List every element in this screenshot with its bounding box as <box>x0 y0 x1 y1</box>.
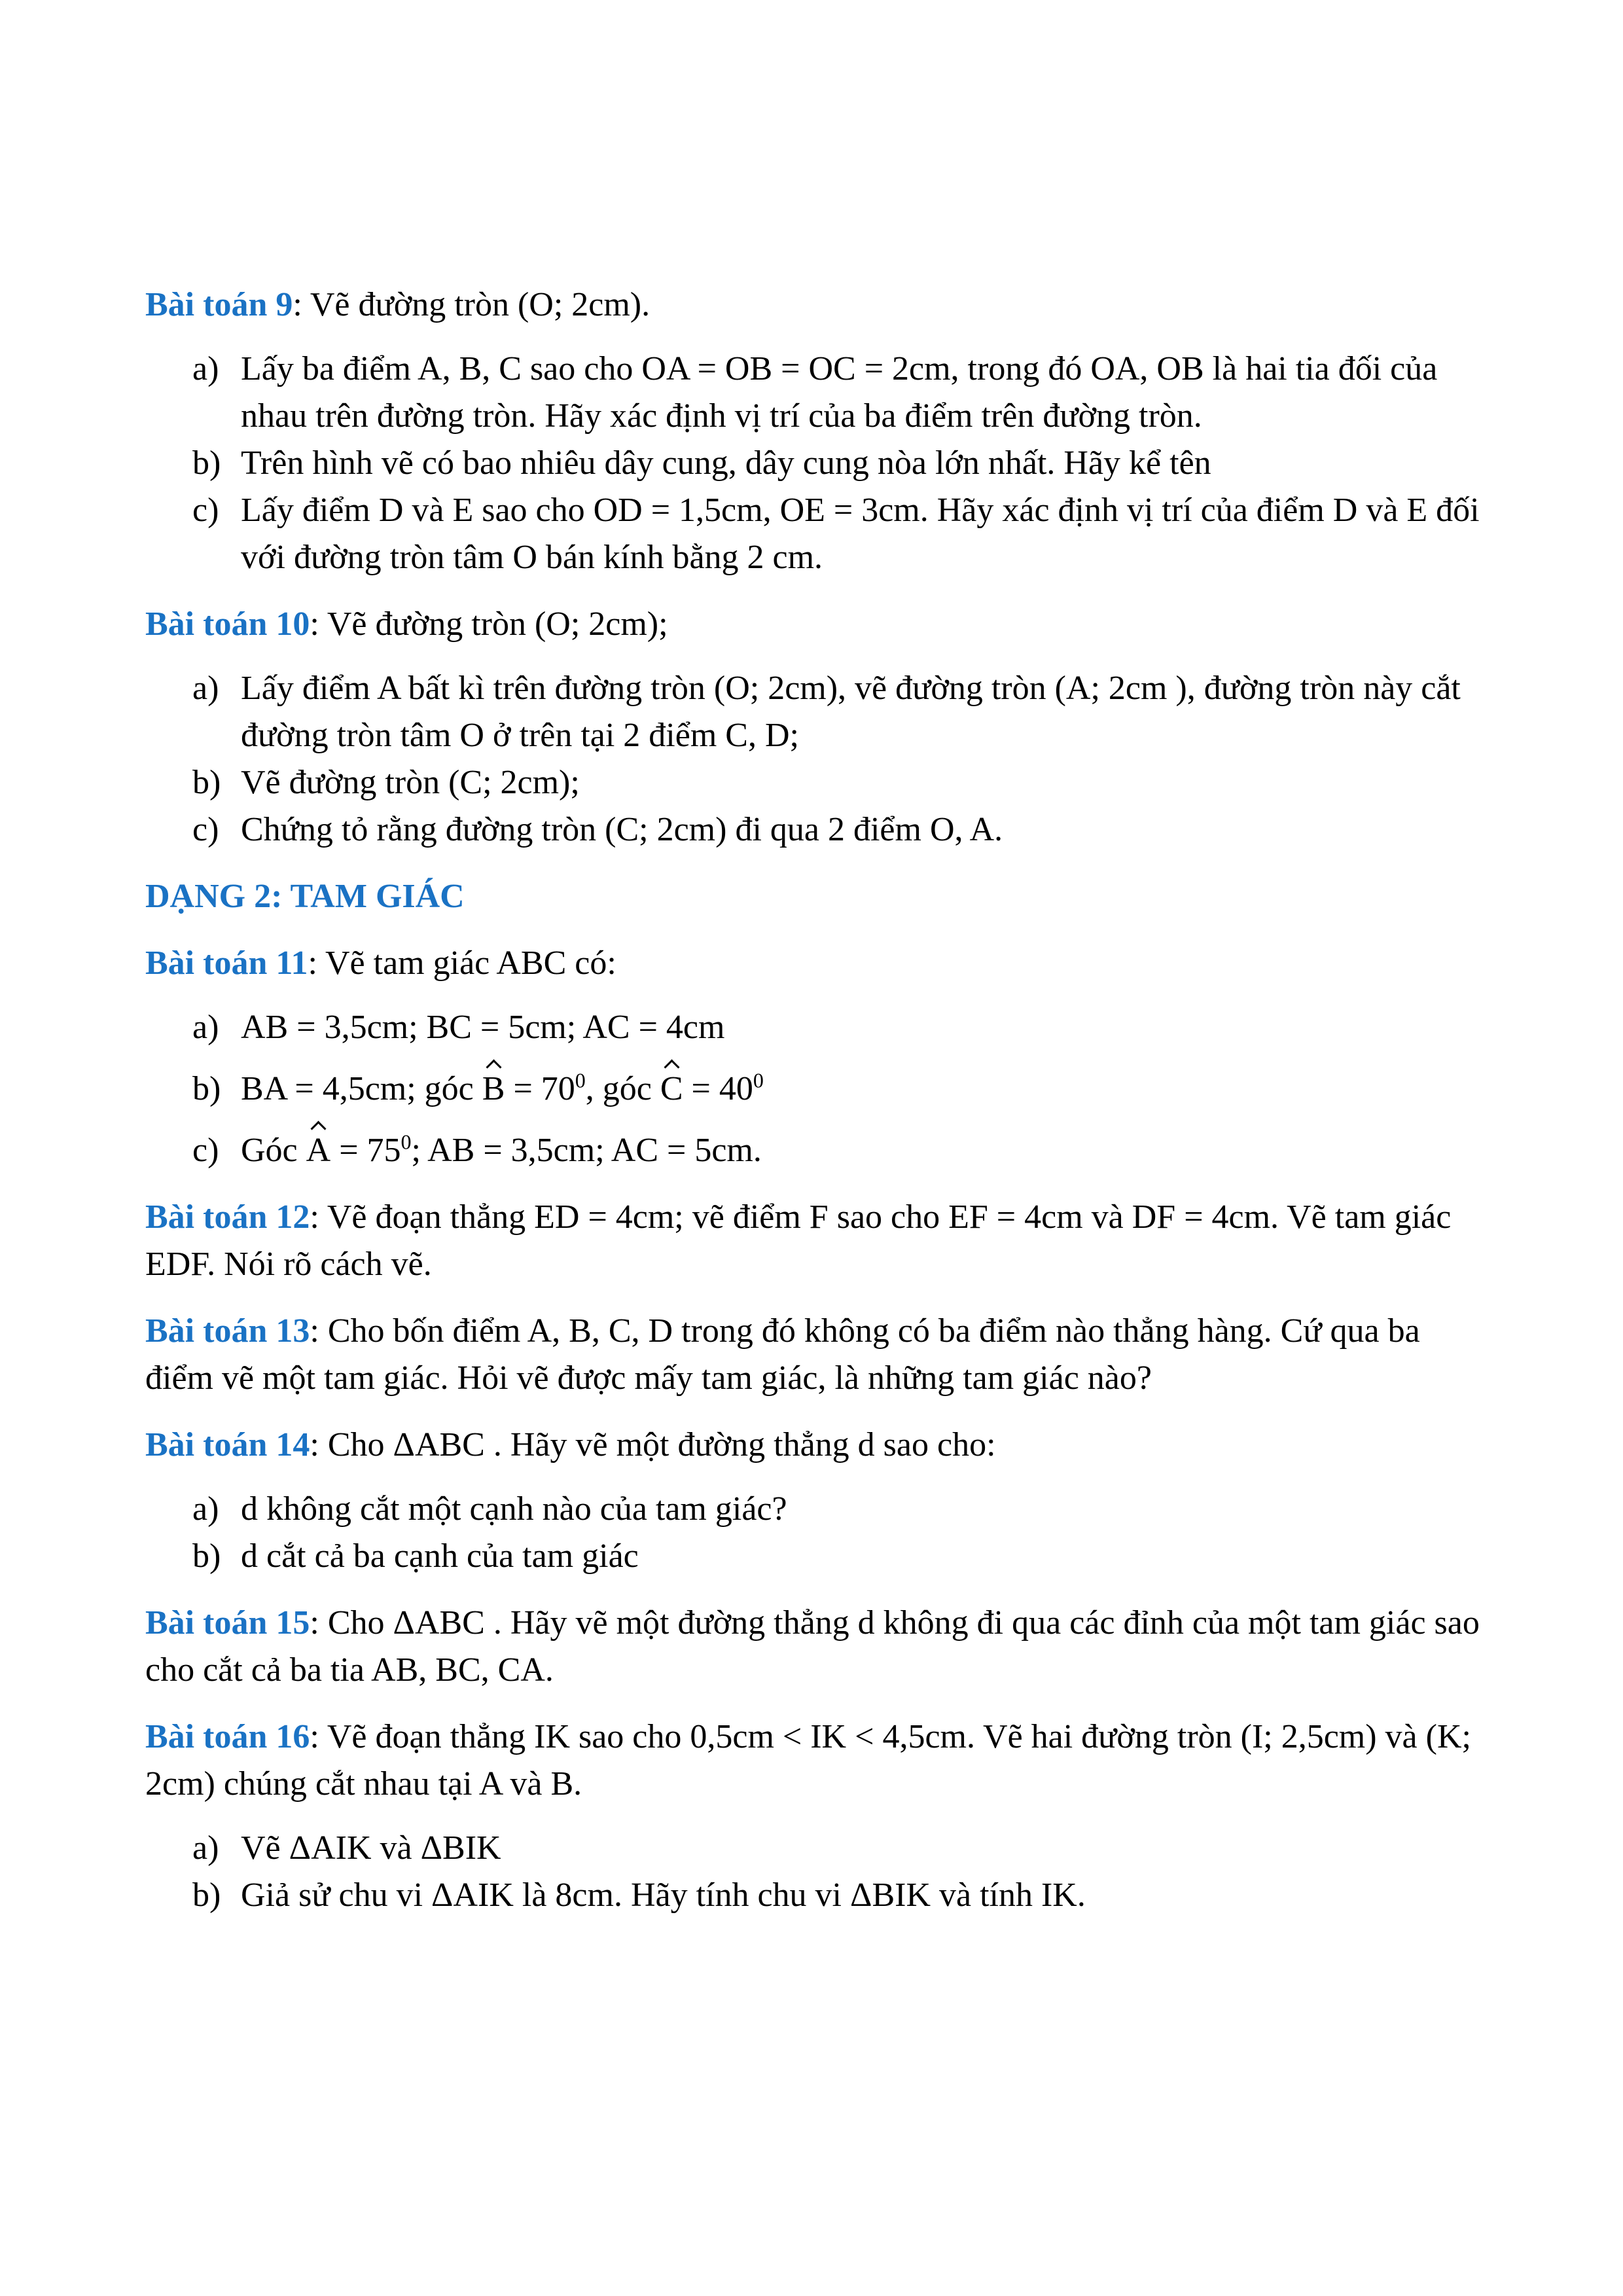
problem-items <box>145 1825 1493 1919</box>
item-marker: b) <box>192 1876 221 1914</box>
item-marker: c) <box>192 492 219 529</box>
list-item <box>145 487 1493 581</box>
problem-statement <box>145 1308 1493 1402</box>
list-item <box>145 1872 1493 1919</box>
angle-c: C <box>660 1066 683 1113</box>
problem-items <box>145 1004 1493 1174</box>
problem-items <box>145 665 1493 853</box>
item-marker: b) <box>192 1070 221 1107</box>
section-title: DẠNG 2: TAM GIÁC <box>145 878 465 915</box>
list-item <box>145 1004 1493 1051</box>
angle-b: B <box>482 1066 505 1113</box>
item-marker: b) <box>192 1537 221 1575</box>
problem-text: : Cho bốn điểm A, B, C, D trong đó không có ba điểm nào thẳng hàng. Cứ qua ba điểm vẽ một tam giác. Hỏi vẽ được mấy tam giác, là những tam giác nào? <box>145 1312 1420 1397</box>
list-item <box>145 1533 1493 1580</box>
list-item <box>145 806 1493 853</box>
problem-statement <box>145 1713 1493 1808</box>
problem-text: : Vẽ tam giác ABC có: <box>308 944 616 982</box>
problem-label: Bài toán 10 <box>145 605 310 643</box>
item-marker: b) <box>192 444 221 482</box>
list-item <box>145 1486 1493 1533</box>
degree-mark: 0 <box>575 1068 586 1092</box>
item-marker: a) <box>192 1009 219 1046</box>
document-page <box>145 281 1493 1939</box>
problem-14 <box>145 1422 1493 1580</box>
item-text-mid: = 70 <box>505 1070 575 1107</box>
problem-statement <box>145 940 1493 987</box>
item-text: d không cắt một cạnh nào của tam giác? <box>241 1490 787 1528</box>
list-item <box>145 1825 1493 1872</box>
problem-label: Bài toán 13 <box>145 1312 310 1350</box>
list-item <box>145 1066 1493 1113</box>
list-item <box>145 665 1493 759</box>
problem-label: Bài toán 12 <box>145 1198 310 1236</box>
item-text: Chứng tỏ rằng đường tròn (C; 2cm) đi qua 2 điểm O, A. <box>241 811 1003 848</box>
item-text-pre: Góc <box>241 1132 306 1169</box>
item-marker: a) <box>192 670 219 707</box>
item-marker: a) <box>192 1490 219 1528</box>
problem-label: Bài toán 9 <box>145 286 293 323</box>
item-text-mid: = 75 <box>330 1132 401 1169</box>
problem-items <box>145 346 1493 581</box>
item-text-mid: = 40 <box>683 1070 753 1107</box>
list-item <box>145 440 1493 487</box>
item-text: Vẽ đường tròn (C; 2cm); <box>241 764 580 801</box>
degree-mark: 0 <box>401 1130 412 1154</box>
item-text: Vẽ ΔAIK và ΔBIK <box>241 1829 501 1867</box>
item-marker: a) <box>192 1829 219 1867</box>
problem-statement <box>145 1194 1493 1288</box>
problem-9 <box>145 281 1493 581</box>
problem-label: Bài toán 15 <box>145 1604 310 1641</box>
item-text-mid: , góc <box>585 1070 660 1107</box>
item-marker: c) <box>192 1132 219 1169</box>
problem-15 <box>145 1600 1493 1694</box>
problem-16 <box>145 1713 1493 1919</box>
item-text-post: ; AB = 3,5cm; AC = 5cm. <box>411 1132 762 1169</box>
problem-text: : Vẽ đường tròn (O; 2cm). <box>293 286 651 323</box>
problem-text: : Vẽ đoạn thẳng ED = 4cm; vẽ điểm F sao cho EF = 4cm và DF = 4cm. Vẽ tam giác EDF. Nói rõ cách vẽ. <box>145 1198 1452 1283</box>
degree-mark: 0 <box>753 1068 764 1092</box>
problem-text: : Vẽ đường tròn (O; 2cm); <box>310 605 668 643</box>
item-marker: b) <box>192 764 221 801</box>
item-text: Lấy điểm D và E sao cho OD = 1,5cm, OE = 3cm. Hãy xác định vị trí của điểm D và E đối với đường tròn tâm O bán kính bằng 2 cm. <box>241 492 1480 576</box>
item-text: Lấy điểm A bất kì trên đường tròn (O; 2cm), vẽ đường tròn (A; 2cm ), đường tròn này cắt đường tròn tâm O ở trên tại 2 điểm C, D; <box>241 670 1461 754</box>
item-marker: a) <box>192 350 219 387</box>
item-text: AB = 3,5cm; BC = 5cm; AC = 4cm <box>241 1009 725 1046</box>
problem-10 <box>145 601 1493 853</box>
problem-statement <box>145 601 1493 648</box>
list-item <box>145 759 1493 806</box>
problem-text: : Cho ΔABC . Hãy vẽ một đường thẳng d không đi qua các đỉnh của một tam giác sao cho cắt cả ba tia AB, BC, CA. <box>145 1604 1480 1689</box>
problem-label: Bài toán 14 <box>145 1426 310 1463</box>
problem-statement <box>145 1422 1493 1469</box>
problem-label: Bài toán 11 <box>145 944 308 982</box>
list-item <box>145 346 1493 440</box>
problem-12 <box>145 1194 1493 1288</box>
problem-text: : Vẽ đoạn thẳng IK sao cho 0,5cm < IK < 4,5cm. Vẽ hai đường tròn (I; 2,5cm) và (K; 2cm) chúng cắt nhau tại A và B. <box>145 1718 1471 1803</box>
problem-statement <box>145 281 1493 329</box>
item-text-pre: BA = 4,5cm; góc <box>241 1070 482 1107</box>
item-marker: c) <box>192 811 219 848</box>
problem-items <box>145 1486 1493 1580</box>
problem-statement <box>145 1600 1493 1694</box>
item-text: d cắt cả ba cạnh của tam giác <box>241 1537 639 1575</box>
problem-text: : Cho ΔABC . Hãy vẽ một đường thẳng d sao cho: <box>310 1426 996 1463</box>
angle-a: A <box>306 1127 331 1174</box>
problem-11 <box>145 940 1493 1174</box>
item-text: Giả sử chu vi ΔAIK là 8cm. Hãy tính chu vi ΔBIK và tính IK. <box>241 1876 1086 1914</box>
item-text: Trên hình vẽ có bao nhiêu dây cung, dây cung nòa lớn nhất. Hãy kể tên <box>241 444 1211 482</box>
problem-13 <box>145 1308 1493 1402</box>
problem-label: Bài toán 16 <box>145 1718 310 1755</box>
item-text: Lấy ba điểm A, B, C sao cho OA = OB = OC = 2cm, trong đó OA, OB là hai tia đối của nhau trên đường tròn. Hãy xác định vị trí của ba điểm trên đường tròn. <box>241 350 1438 435</box>
list-item <box>145 1127 1493 1174</box>
